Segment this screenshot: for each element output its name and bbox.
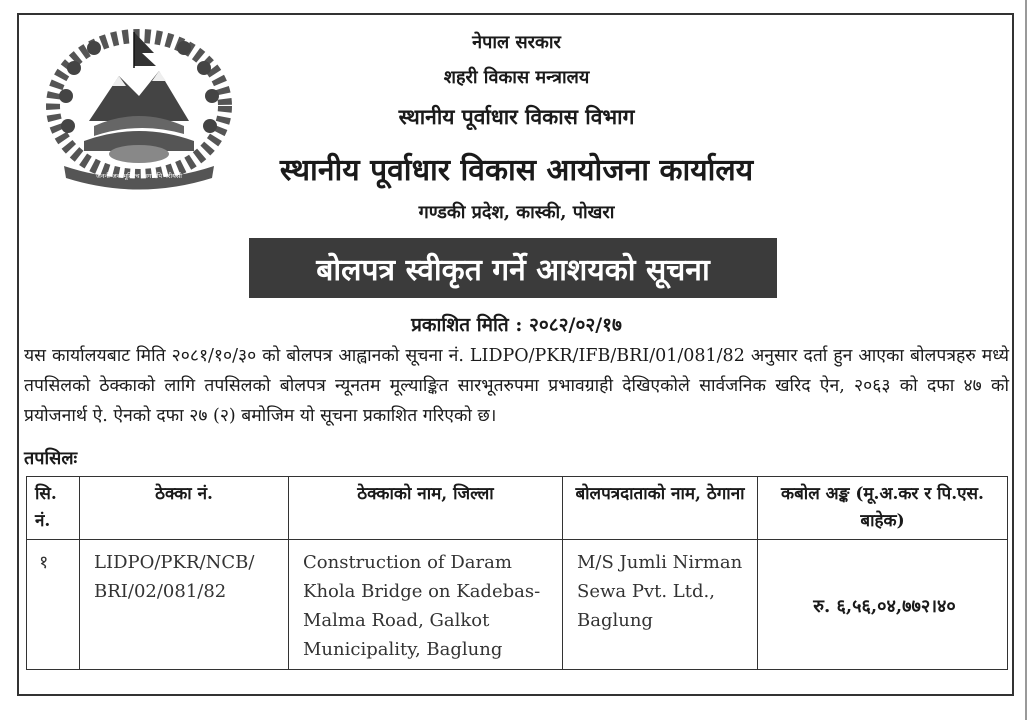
- table-row: [27, 540, 1008, 670]
- notice-title: बोलपत्र स्वीकृत गर्ने आशयको सूचना: [316, 252, 710, 288]
- bid-details-table: [26, 476, 1008, 670]
- details-label: तपसिलः: [24, 448, 78, 469]
- cell-amount: रु. ६,५६,०४,७७२।४०: [758, 540, 1008, 670]
- cell-serial-no: १: [27, 540, 80, 670]
- cell-bidder: M/S Jumli Nirman Sewa Pvt. Ltd., Baglung: [563, 540, 758, 670]
- header-contract-name: ठेक्काको नाम, जिल्ला: [289, 477, 563, 540]
- header-bidder: बोलपत्रदाताको नाम, ठेगाना: [563, 477, 758, 540]
- notice-body: यस कार्यालयबाट मिति २०८१/१०/३० को बोलपत्र आह्वानको सूचना नं. LIDPO/PKR/IFB/BRI/01/081/82 अनुसार दर्ता हुन आएका बोलपत्रहरु मध्ये तपसिलको ठेक्काको लागि तपसिलको बोलपत्र न्यूनतम मूल्याङ्कित सारभूतरुपमा प्रभावग्राही देखिएकोले सार्वजनिक खरिद ऐन, २०६३ को दफा ४७ को प्रयोजनार्थ ऐ. ऐनको दफा २७ (२) बमोजिम यो सूचना प्रकाशित गरिएको छ।: [24, 346, 1009, 426]
- office-address: गण्डकी प्रदेश, कास्की, पोखरा: [418, 202, 615, 223]
- cell-contract-name: Construction of Daram Khola Bridge on Kadebas-Malma Road, Galkot Municipality, Baglung: [289, 540, 563, 670]
- table-header-row: [27, 477, 1008, 540]
- cell-contract-no: LIDPO/PKR/NCB/ BRI/02/081/82: [80, 540, 289, 670]
- government-name: नेपाल सरकार: [472, 32, 561, 53]
- department-name: स्थानीय पूर्वाधार विकास विभाग: [398, 104, 635, 129]
- notice-title-banner: [249, 238, 777, 298]
- header-serial-no: सि. नं.: [27, 477, 80, 540]
- published-date: प्रकाशित मिति : २०८२/०२/१७: [411, 314, 622, 336]
- office-name: स्थानीय पूर्वाधार विकास आयोजना कार्यालय: [279, 153, 754, 188]
- header-contract-no: ठेक्का नं.: [80, 477, 289, 540]
- header-amount: कबोल अङ्क (मू.अ.कर र पि.एस. बाहेक): [758, 477, 1008, 540]
- emblem-ribbon-text: जननी जन्मभूमिश्च स्वर्गादपि गरीयसी: [96, 172, 182, 180]
- ministry-name: शहरी विकास मन्त्रालय: [443, 67, 590, 88]
